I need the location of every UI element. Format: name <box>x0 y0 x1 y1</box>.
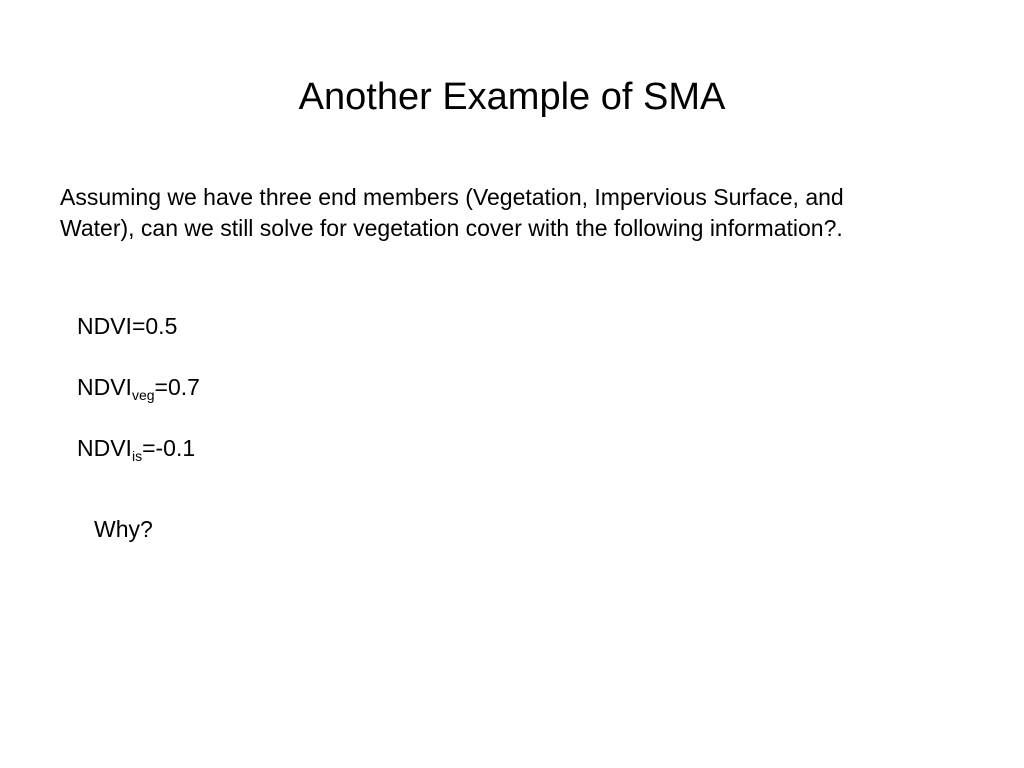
equation-ndvi-veg <box>77 373 200 401</box>
equation-ndvi-is <box>77 434 195 462</box>
why-question: Why? <box>94 516 153 542</box>
equation-ndvi-is-base: NDVI <box>77 435 132 461</box>
equation-ndvi-base: NDVI <box>77 313 132 339</box>
equation-ndvi-veg-value: =0.7 <box>154 374 200 400</box>
equation-ndvi <box>77 312 177 340</box>
intro-paragraph: Assuming we have three end members (Vegetation, Impervious Surface, and Water), can we still solve for vegetation cover with the following information?. <box>60 184 844 241</box>
slide-title: Another Example of SMA <box>298 76 726 118</box>
equation-ndvi-is-value: =-0.1 <box>142 435 196 461</box>
equation-ndvi-value: =0.5 <box>131 313 178 339</box>
equation-ndvi-veg-subscript: veg <box>131 387 155 403</box>
equation-ndvi-is-subscript: is <box>131 448 143 464</box>
equation-ndvi-veg-base: NDVI <box>77 374 132 400</box>
